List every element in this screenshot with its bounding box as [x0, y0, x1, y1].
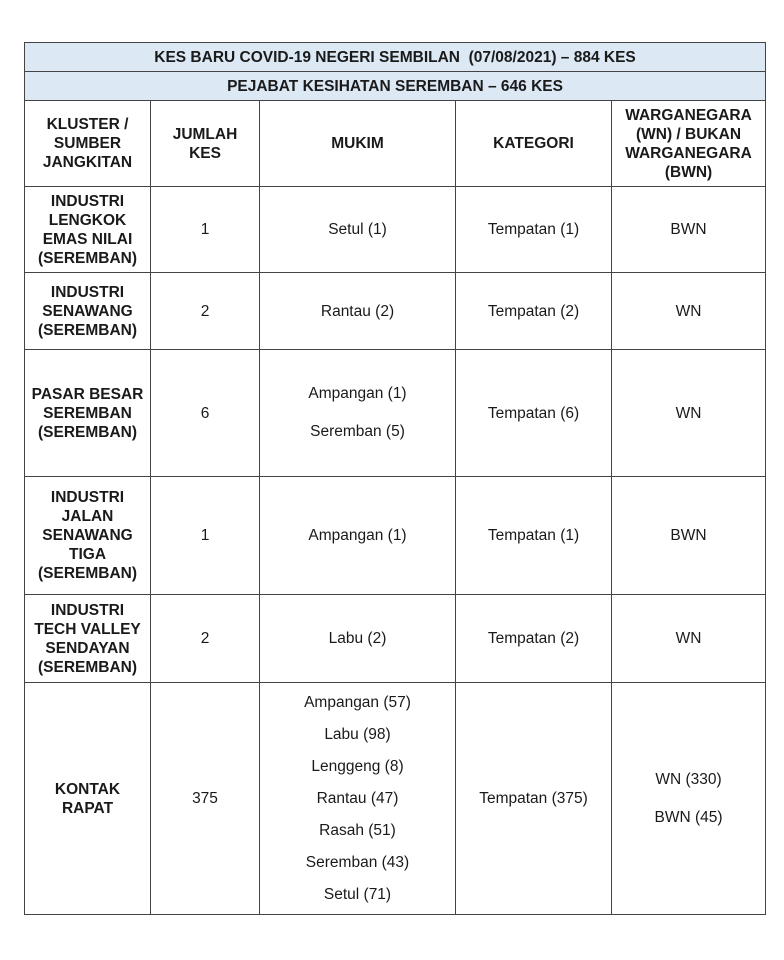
header-kategori: KATEGORI	[456, 101, 612, 187]
mukim-item: Ampangan (1)	[308, 527, 407, 544]
header-warga-line: (BWN)	[664, 163, 713, 181]
kategori-cell: Tempatan (1)	[456, 187, 612, 273]
cluster-line: RAPAT	[61, 799, 114, 817]
table-row	[25, 595, 766, 683]
cluster-cell	[25, 595, 151, 683]
kategori-cell: Tempatan (375)	[456, 683, 612, 915]
header-warga-line: (WN) / BUKAN	[635, 125, 742, 143]
jumlah-cell: 1	[151, 477, 260, 595]
cluster-line: EMAS NILAI	[42, 230, 133, 248]
cluster-line: INDUSTRI	[50, 601, 125, 619]
warga-item: BWN (45)	[654, 808, 723, 826]
warga-cell	[612, 595, 766, 683]
cluster-line: SENAWANG	[42, 302, 133, 320]
cluster-line: PASAR BESAR	[31, 385, 144, 403]
case-table	[24, 42, 766, 915]
mukim-item: Ampangan (57)	[304, 693, 411, 711]
kategori-cell: Tempatan (2)	[456, 273, 612, 350]
report-title: KES BARU COVID-19 NEGERI SEMBILAN (07/08/2021) – 884 KES	[25, 43, 766, 72]
table-row	[25, 187, 766, 273]
header-cluster-line: JANGKITAN	[42, 154, 133, 171]
mukim-item: Seremban (43)	[305, 853, 410, 871]
mukim-item: Labu (98)	[324, 725, 391, 743]
mukim-item: Rantau (47)	[316, 789, 399, 807]
cluster-line: SEREMBAN	[43, 404, 132, 422]
warga-cell	[612, 683, 766, 915]
header-warga-line: WARGANEGARA	[625, 144, 752, 162]
header-jumlah-line: KES	[189, 144, 221, 162]
report-subtitle: PEJABAT KESIHATAN SEREMBAN – 646 KES	[25, 72, 766, 101]
header-cluster	[25, 101, 151, 187]
warga-item: WN	[675, 630, 702, 647]
warga-item: BWN	[670, 527, 707, 544]
warga-cell	[612, 477, 766, 595]
kategori-cell: Tempatan (6)	[456, 350, 612, 477]
mukim-item: Rasah (51)	[319, 821, 396, 839]
kategori-cell: Tempatan (2)	[456, 595, 612, 683]
cluster-line: TIGA	[68, 546, 107, 563]
table-row	[25, 350, 766, 477]
warga-cell	[612, 350, 766, 477]
title-row	[25, 43, 766, 72]
cluster-line: (SEREMBAN)	[37, 321, 138, 339]
warga-item: BWN	[670, 221, 707, 238]
header-cluster-line: SUMBER	[53, 135, 122, 152]
mukim-item: Lenggeng (8)	[311, 757, 404, 775]
mukim-cell	[260, 683, 456, 915]
cluster-line: INDUSTRI	[50, 489, 125, 506]
table-row	[25, 477, 766, 595]
cluster-cell	[25, 187, 151, 273]
cluster-cell	[25, 350, 151, 477]
cluster-line: JALAN	[61, 508, 114, 525]
cluster-line: (SEREMBAN)	[37, 658, 138, 676]
subtitle-row	[25, 72, 766, 101]
mukim-item: Setul (1)	[328, 221, 387, 238]
cluster-line: INDUSTRI	[50, 192, 125, 210]
jumlah-cell: 6	[151, 350, 260, 477]
mukim-item: Rantau (2)	[320, 302, 395, 320]
header-warga-line: WARGANEGARA	[625, 106, 752, 124]
cluster-line: (SEREMBAN)	[37, 565, 138, 582]
mukim-item: Seremban (5)	[310, 423, 405, 440]
cluster-line: LENGKOK	[48, 211, 127, 229]
cluster-line: (SEREMBAN)	[37, 249, 138, 267]
cluster-line: (SEREMBAN)	[37, 423, 138, 441]
header-jumlah	[151, 101, 260, 187]
mukim-cell	[260, 273, 456, 350]
table-row	[25, 683, 766, 915]
table-row	[25, 273, 766, 350]
cluster-line: SENDAYAN	[45, 639, 130, 657]
header-row	[25, 101, 766, 187]
header-warga	[612, 101, 766, 187]
cluster-line: SENAWANG	[42, 527, 133, 544]
mukim-item: Labu (2)	[328, 630, 387, 647]
jumlah-cell: 375	[151, 683, 260, 915]
warga-item: WN	[675, 302, 702, 320]
jumlah-cell: 1	[151, 187, 260, 273]
mukim-item: Setul (71)	[323, 885, 392, 903]
warga-cell	[612, 187, 766, 273]
warga-item: WN (330)	[655, 770, 722, 788]
warga-cell	[612, 273, 766, 350]
mukim-cell	[260, 595, 456, 683]
kategori-cell: Tempatan (1)	[456, 477, 612, 595]
cluster-line: KONTAK	[54, 780, 121, 798]
warga-item: WN	[675, 404, 702, 422]
header-jumlah-line: JUMLAH	[172, 125, 238, 143]
header-cluster-line: KLUSTER /	[46, 116, 129, 133]
cluster-line: TECH VALLEY	[34, 620, 141, 638]
mukim-cell	[260, 187, 456, 273]
cluster-cell	[25, 273, 151, 350]
cluster-cell	[25, 683, 151, 915]
mukim-cell	[260, 477, 456, 595]
jumlah-cell: 2	[151, 273, 260, 350]
header-mukim: MUKIM	[260, 101, 456, 187]
case-report-sheet	[24, 42, 765, 915]
mukim-cell	[260, 350, 456, 477]
jumlah-cell: 2	[151, 595, 260, 683]
cluster-line: INDUSTRI	[50, 283, 125, 301]
mukim-item: Ampangan (1)	[308, 385, 407, 402]
cluster-cell	[25, 477, 151, 595]
